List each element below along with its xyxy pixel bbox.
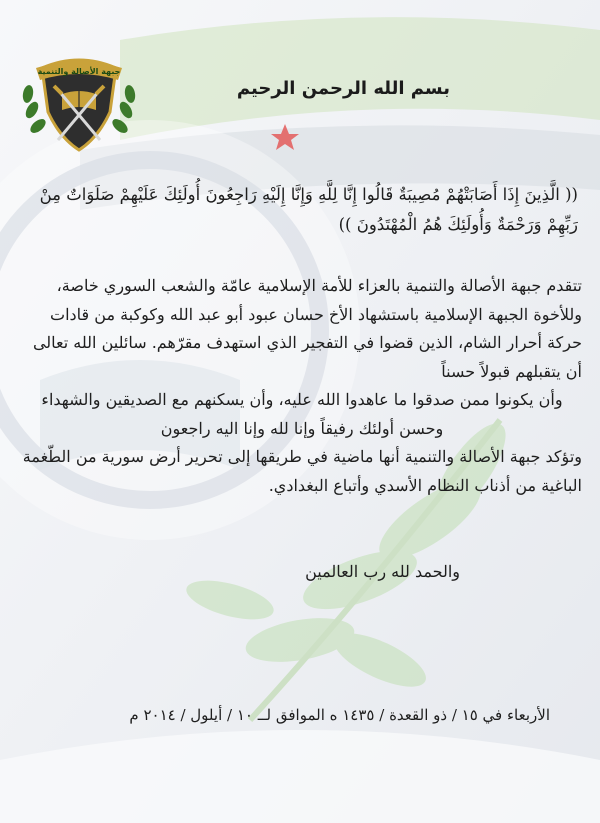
date-line: الأربعاء في ١٥ / ذو القعدة / ١٤٣٥ ه الموافق لــ ١٠ / أيلول / ٢٠١٤ م [129,706,550,724]
closing-praise: والحمد لله رب العالمين [305,562,460,581]
statement-paragraph: وأن يكونوا ممن صدقوا ما عاهدوا الله عليه، وأن يسكنهم مع الصديقين والشهداء وحسن أولئك رفيقاً وإنا لله وإنا اليه راجعون [41,390,563,438]
statement-paragraph: وتؤكد جبهة الأصالة والتنمية أنها ماضية في طريقها إلى تحرير أرض سورية من الطّغمة الباغية من أذناب النظام الأسدي وأتباع البغدادي. [22,447,582,495]
statement-body [22,272,582,500]
statement-paragraph: تتقدم جبهة الأصالة والتنمية بالعزاء للأمة الإسلامية عامّة والشعب السوري خاصة، وللأخوة الجبهة الإسلامية باستشهاد الأخ حسان عبود أبو عبد الله وكوكبة من قادات حركة أحرار الشام، الذين قضوا في التفجير الذي استهدف مقرّهم. سائلين الله تعالى أن يتقبلهم قبولاً حسناً [32,276,582,381]
basmala-heading: بسم الله الرحمن الرحيم [236,78,450,99]
crossed-swords-book-emblem [18,50,140,156]
quran-verse: (( الَّذِينَ إِذَا أَصَابَتْهُمْ مُصِيبَةٌ قَالُوا إِنَّا لِلَّهِ وَإِنَّا إِلَيْهِ رَاجِعُونَ أُولَئِكَ عَلَيْهِمْ صَلَوَاتٌ مِنْ رَبِّهِمْ وَرَحْمَةٌ وَأُولَئِكَ هُمُ الْمُهْتَدُونَ )) [39,185,578,234]
logo-text: جبهة الأصالة والتنمية [37,67,121,76]
